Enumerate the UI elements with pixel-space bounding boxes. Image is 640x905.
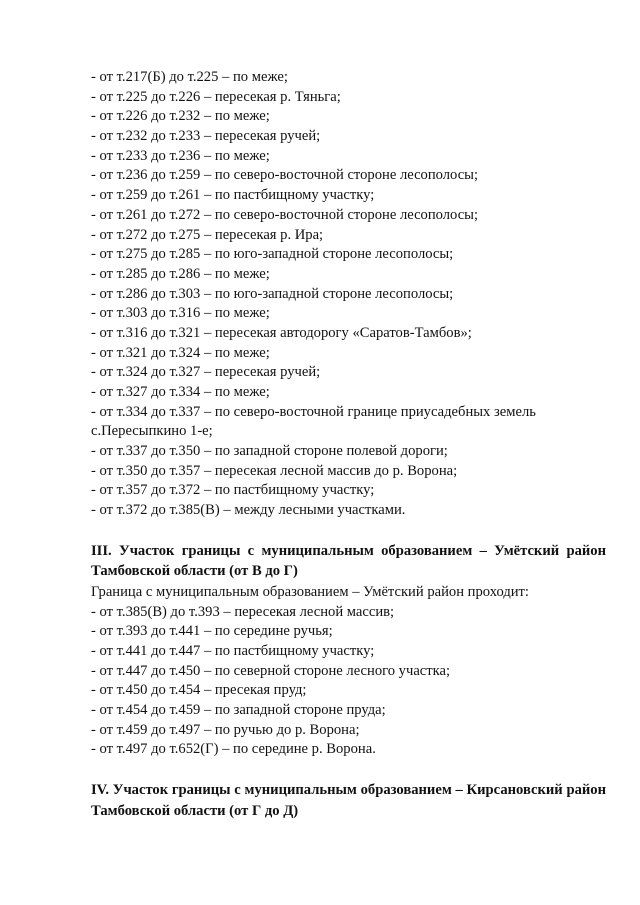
boundary-line: - от т.357 до т.372 – по пастбищному участку; [91,482,375,499]
boundary-line: - от т.350 до т.357 – пересекая лесной массив до р. Ворона; [91,462,458,479]
boundary-line-continuation: с.Пересыпкино 1-е; [91,423,213,440]
boundary-line: - от т.385(В) до т.393 – пересекая лесной массив; [91,603,395,620]
boundary-line: - от т.441 до т.447 – по пастбищному участку; [91,642,375,659]
section-iii-intro: Граница с муниципальным образованием – Умётский район проходит: [91,583,529,600]
boundary-line: - от т.393 до т.441 – по середине ручья; [91,623,333,640]
boundary-line: - от т.233 до т.236 – по меже; [91,147,270,164]
boundary-line: - от т.259 до т.261 – по пастбищному участку; [91,187,375,204]
boundary-line: - от т.454 до т.459 – по западной стороне пруда; [91,701,386,718]
boundary-line: - от т.261 до т.272 – по северо-восточной стороне лесополосы; [91,206,479,223]
boundary-line: - от т.372 до т.385(В) – между лесными участками. [91,502,406,519]
boundary-line: - от т.327 до т.334 – по меже; [91,384,270,400]
boundary-line: - от т.226 до т.232 – по меже; [91,108,270,125]
boundary-line: - от т.225 до т.226 – пересекая р. Тяньга; [91,88,341,105]
boundary-line: - от т.447 до т.450 – по северной стороне лесного участка; [91,662,451,679]
boundary-line: - от т.275 до т.285 – по юго-западной стороне лесополосы; [91,246,454,263]
boundary-line: - от т.272 до т.275 – пересекая р. Ира; [91,226,324,243]
boundary-line: - от т.236 до т.259 – по северо-восточной стороне лесополосы; [91,167,479,184]
boundary-line: - от т.285 до т.286 – по меже; [91,265,270,282]
document-page [91,68,606,822]
boundary-line: - от т.459 до т.497 – по ручью до р. Ворона; [91,721,360,738]
boundary-line: - от т.303 до т.316 – по меже; [91,305,270,322]
section-iv-heading: IV. Участок границы с муниципальным образованием – Кирсановский район Тамбовской области (от Г до Д) [91,782,606,819]
boundary-line: - от т.232 до т.233 – пересекая ручей; [91,128,321,145]
boundary-line: - от т.286 до т.303 – по юго-западной стороне лесополосы; [91,285,454,302]
boundary-line: - от т.337 до т.350 – по западной стороне полевой дороги; [91,443,448,460]
boundary-line: - от т.497 до т.652(Г) – по середине р. Ворона. [91,741,376,758]
section-iv [91,780,606,821]
section-ii-boundary-list [91,68,606,521]
boundary-line: - от т.324 до т.327 – пересекая ручей; [91,364,321,381]
boundary-line: - от т.450 до т.454 – пресекая пруд; [91,682,307,699]
boundary-line: - от т.316 до т.321 – пересекая автодорогу «Саратов-Тамбов»; [91,324,472,341]
boundary-line: - от т.217(Б) до т.225 – по меже; [91,69,288,85]
boundary-line: - от т.321 до т.324 – по меже; [91,344,270,361]
section-spacer [91,521,606,541]
section-iii-heading: III. Участок границы с муниципальным образованием – Умётский район Тамбовской области (от В до Г) [91,542,606,580]
boundary-line: - от т.334 до т.337 – по северо-восточной границе приусадебных земель [91,403,536,420]
section-iii [91,541,606,760]
